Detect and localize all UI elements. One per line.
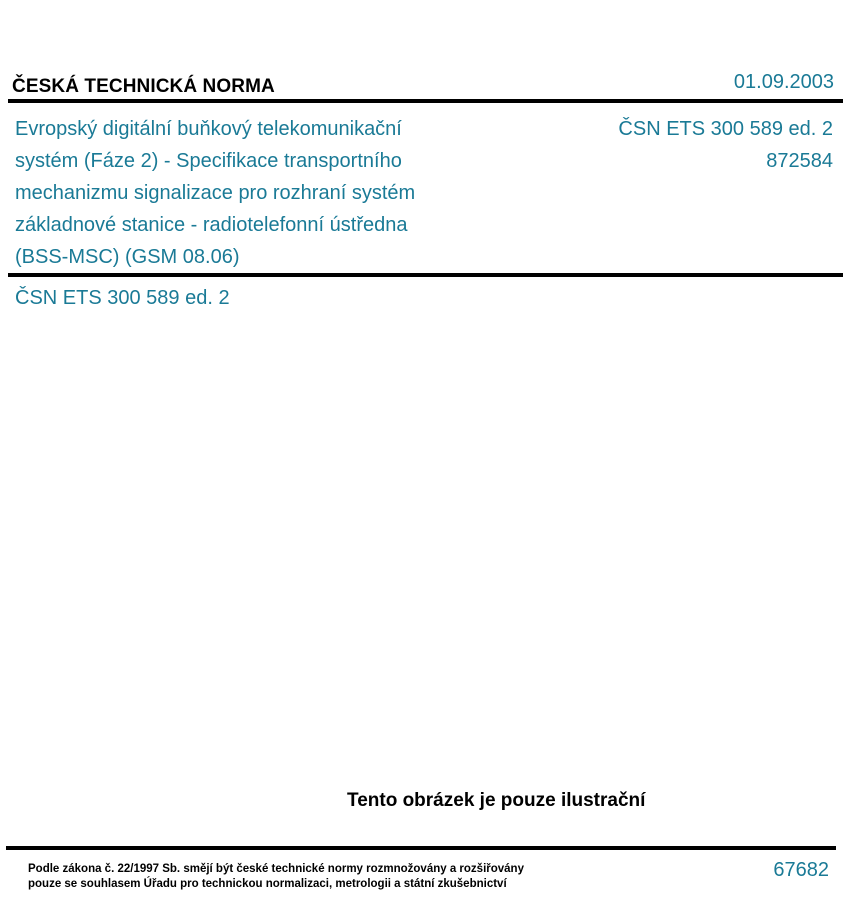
document-title-line: základnové stanice - radiotelefonní ústředna [15,214,408,236]
document-title [15,113,465,273]
legal-notice [28,862,524,892]
standard-header-title: ČESKÁ TECHNICKÁ NORMA [12,76,275,97]
document-title-line: mechanizmu signalizace pro rozhraní systém [15,182,416,204]
publication-date: 01.09.2003 [733,71,834,93]
classification-code: 872584 [766,150,833,172]
footer-divider [6,846,836,850]
legal-notice-line: Podle zákona č. 22/1997 Sb. smějí být české technické normy rozmnožovány a rozšiřovány [28,863,524,875]
document-title-line: (BSS-MSC) (GSM 08.06) [15,246,240,268]
header-divider [8,99,843,103]
document-title-line: systém (Fáze 2) - Specifikace transportního [15,150,402,172]
illustration-note: Tento obrázek je pouze ilustrační [347,790,646,811]
footer-code: 67682 [773,859,829,881]
document-title-line: Evropský digitální buňkový telekomunikační [15,118,402,140]
legal-notice-line: pouze se souhlasem Úřadu pro technickou normalizaci, metrologii a státní zkušebnictví [28,878,507,890]
title-divider [8,273,843,277]
standard-number: ČSN ETS 300 589 ed. 2 [15,287,230,309]
reference-block [618,113,833,177]
standard-reference: ČSN ETS 300 589 ed. 2 [618,118,833,140]
